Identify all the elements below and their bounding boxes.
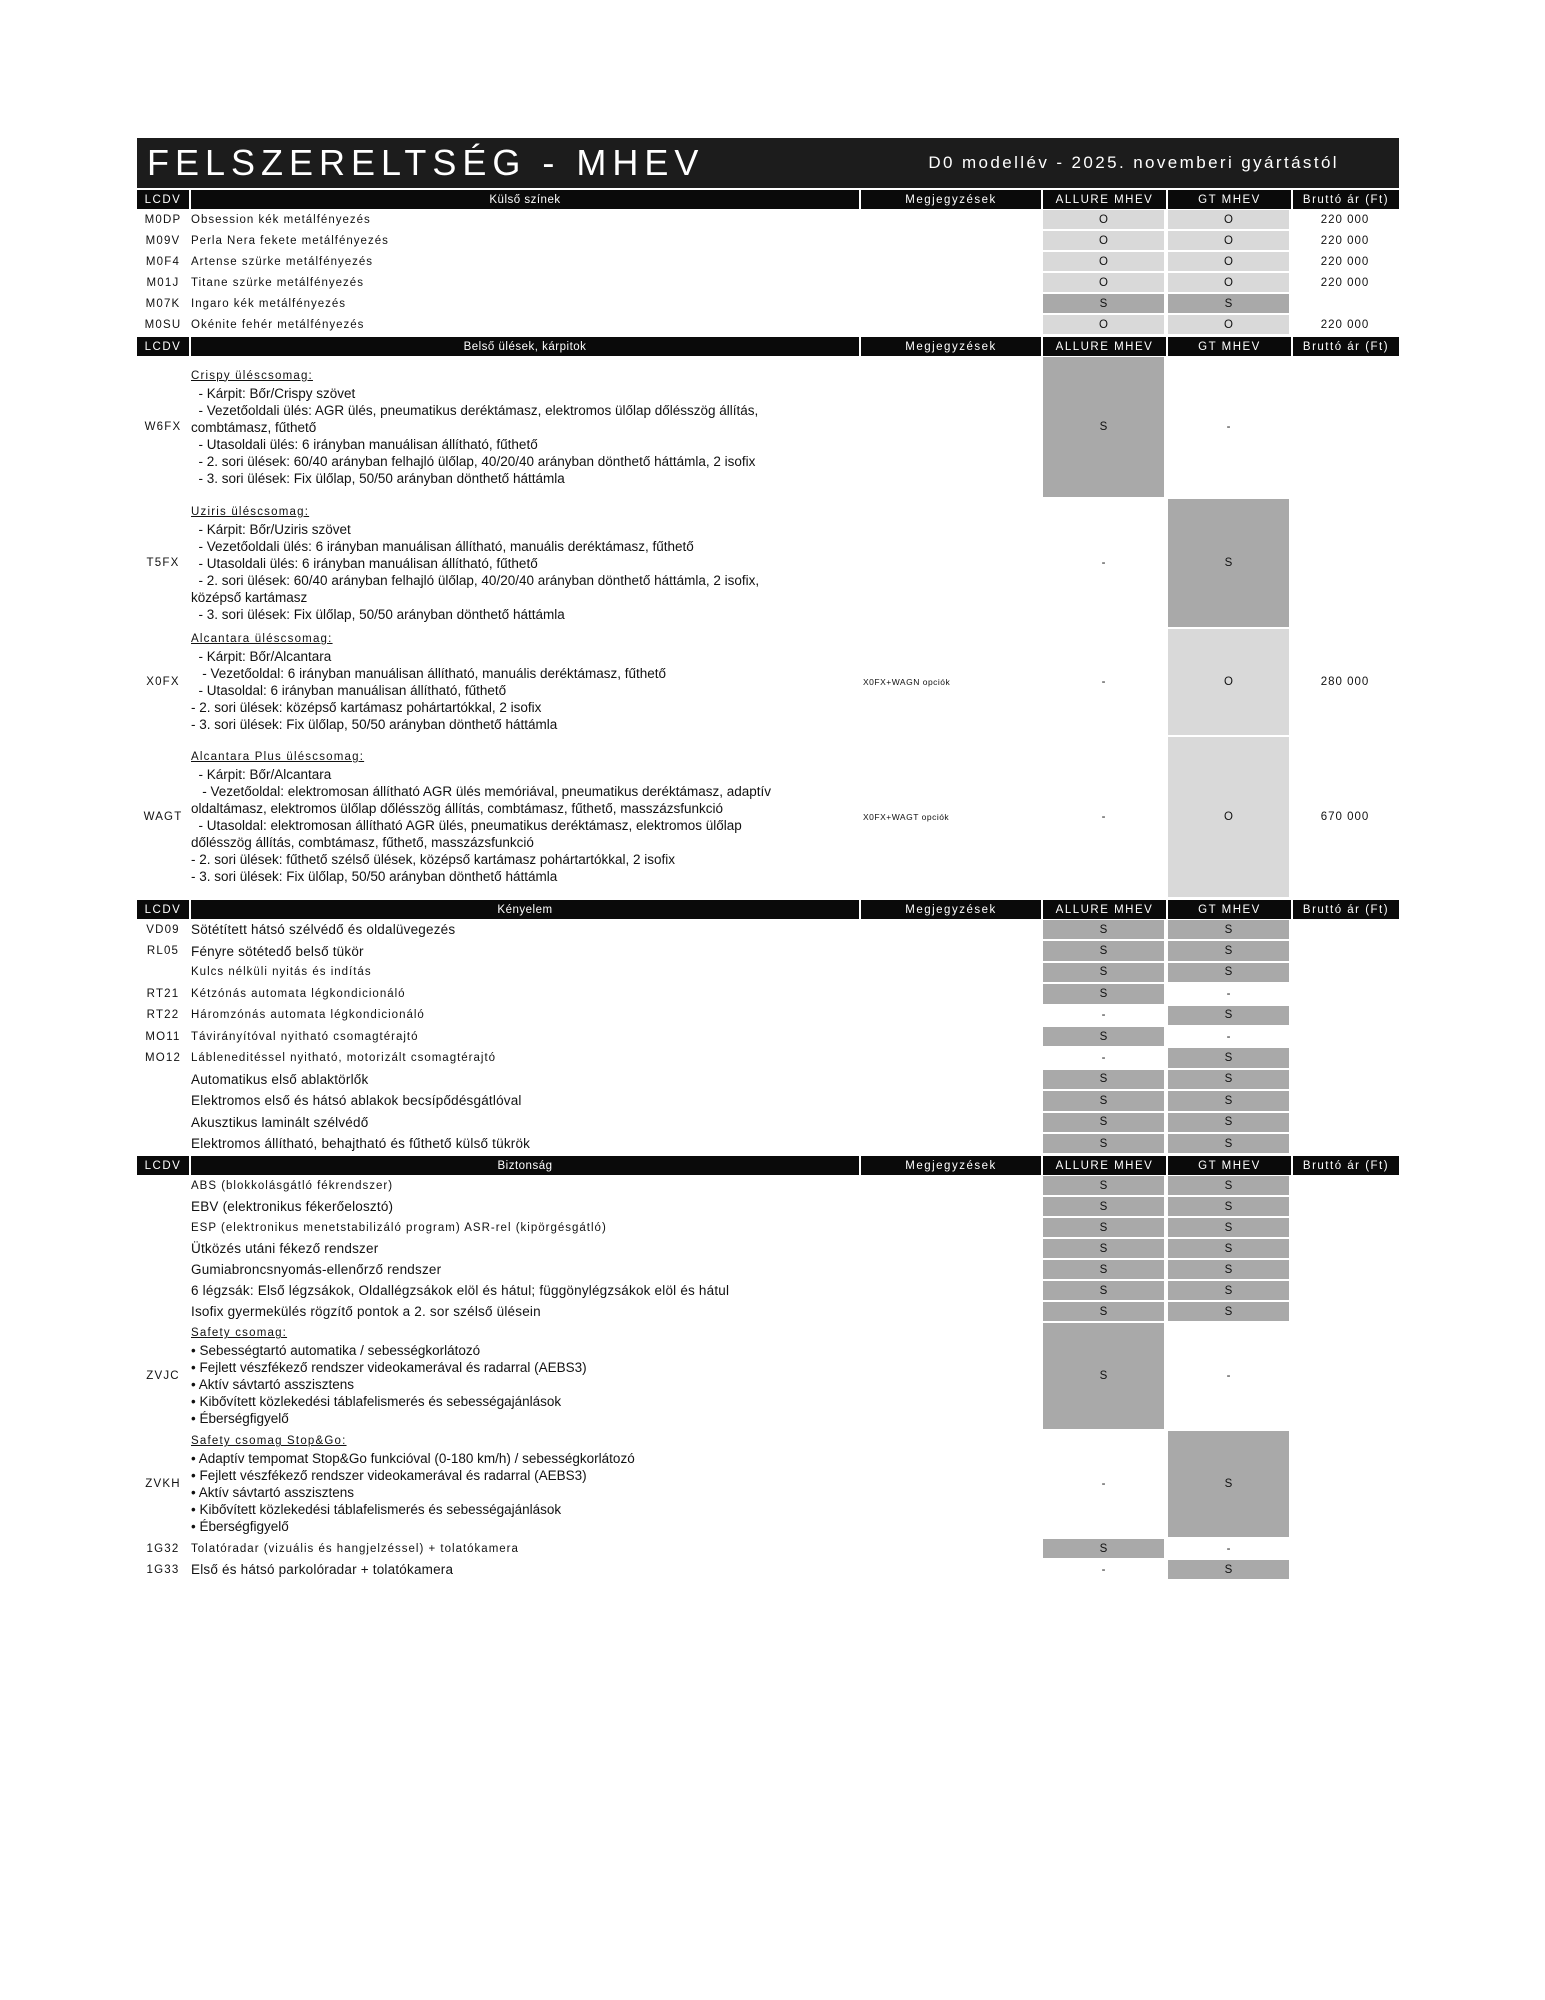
feature-description: Fényre sötétedő belső tükör (191, 943, 364, 959)
note-cell (861, 919, 1041, 940)
table-row (137, 1559, 1399, 1580)
notes-header: Megjegyzések (905, 1159, 997, 1172)
table-row (137, 1090, 1399, 1111)
allure-value: S (1043, 1281, 1164, 1300)
feature-description: ABS (blokkolásgátló fékrendszer) (191, 1179, 394, 1192)
note-cell (861, 1133, 1041, 1154)
table-row (137, 1196, 1399, 1217)
lcdv-code: ZVKH (145, 1478, 181, 1491)
price-header: Bruttó ár (Ft) (1291, 337, 1399, 356)
gt-value: S (1168, 1048, 1289, 1067)
gt-value: S (1168, 1091, 1289, 1110)
gt-value: S (1168, 1113, 1289, 1132)
table-row (137, 1259, 1399, 1280)
allure-value: S (1043, 1239, 1164, 1258)
allure-value: S (1043, 1260, 1164, 1279)
section-title: Biztonság (189, 1156, 861, 1175)
gt-value: O (1168, 252, 1289, 271)
price-value (1291, 919, 1399, 940)
table-row (137, 1238, 1399, 1259)
package-row (137, 1430, 1399, 1538)
notes-header: Megjegyzések (905, 340, 997, 353)
price-value (1291, 293, 1399, 314)
price-value (1291, 1090, 1399, 1111)
price-value (1291, 1047, 1399, 1068)
allure-value: S (1043, 1091, 1164, 1110)
allure-value: O (1043, 273, 1164, 292)
allure-value: - (1101, 557, 1106, 569)
allure-value: O (1043, 210, 1164, 229)
note-cell (861, 209, 1041, 230)
gt-value: S (1168, 1431, 1289, 1537)
package-line: - 2. sori ülések: fűthető szélső ülések, középső kartámasz pohártartókkal, 2 isofix (191, 852, 675, 867)
package-line: középső kartámasz (191, 589, 308, 605)
package-line: - 3. sori ülések: Fix ülőlap, 50/50 arányban dönthető háttámla (191, 717, 558, 732)
table-row (137, 1175, 1399, 1196)
price-value (1291, 962, 1399, 983)
section-title: Belső ülések, kárpitok (189, 337, 861, 356)
allure-value: S (1043, 294, 1164, 313)
gt-value: S (1168, 1134, 1289, 1153)
package-line: - 3. sori ülések: Fix ülőlap, 50/50 arányban dönthető háttámla (191, 606, 565, 622)
package-line: - Kárpit: Bőr/Uziris szövet (191, 521, 351, 537)
allure-value: - (1101, 1563, 1106, 1576)
package-line: • Kibővített közlekedési táblafelismerés és sebességajánlások (191, 1394, 562, 1410)
section-title: Külső színek (189, 190, 861, 209)
gt-value: O (1168, 737, 1289, 897)
feature-description: Artense szürke metálfényezés (191, 255, 374, 268)
allure-value: - (1101, 1478, 1106, 1491)
note-cell (861, 293, 1041, 314)
package-title: Safety csomag: (191, 1327, 288, 1340)
package-line: • Kibővített közlekedési táblafelismerés és sebességajánlások (191, 1502, 562, 1518)
price-value (1291, 1430, 1399, 1538)
lcdv-code: MO12 (144, 1052, 182, 1065)
lcdv-code (137, 1238, 189, 1259)
feature-description: Sötétített hátsó szélvédő és oldalüvegezés (191, 922, 456, 938)
gt-value: S (1168, 963, 1289, 982)
feature-description: Perla Nera fekete metálfényezés (191, 234, 389, 247)
package-line: • Aktív sávtartó asszisztens (191, 1377, 355, 1393)
package-line: - Vezetőoldali ülés: 6 irányban manuálisan állítható, manuális deréktámasz, fűthető (191, 538, 694, 554)
lcdv-code: W6FX (144, 421, 182, 433)
price-value: 220 000 (1320, 213, 1370, 226)
section-header-seats (137, 337, 1399, 356)
allure-value: S (1043, 357, 1164, 497)
package-description (189, 498, 861, 628)
allure-value: S (1043, 1027, 1164, 1046)
allure-value: S (1043, 1197, 1164, 1216)
gt-value: S (1168, 1281, 1289, 1300)
feature-description: Ingaro kék metálfényezés (191, 297, 347, 310)
gt-value: - (1226, 1030, 1231, 1043)
equipment-sheet (137, 138, 1399, 1580)
note-cell (861, 314, 1041, 335)
gt-value: O (1168, 629, 1289, 735)
gt-value: - (1226, 1370, 1231, 1383)
gt-value: - (1226, 987, 1231, 1000)
price-value (1291, 356, 1399, 498)
note-cell (861, 1047, 1041, 1068)
table-row (137, 251, 1399, 272)
feature-description: Obsession kék metálfényezés (191, 213, 371, 226)
note-cell (861, 1322, 1041, 1430)
price-value: 220 000 (1320, 276, 1370, 289)
allure-value: S (1043, 984, 1164, 1003)
price-value (1291, 1301, 1399, 1322)
gt-value: O (1168, 210, 1289, 229)
allure-value: - (1101, 1052, 1106, 1065)
allure-value: O (1043, 231, 1164, 250)
lcdv-code (137, 1069, 189, 1090)
table-row (137, 919, 1399, 940)
gt-value: S (1168, 941, 1289, 960)
package-line: - Kárpit: Bőr/Crispy szövet (191, 385, 356, 401)
package-description (189, 1430, 861, 1538)
gt-header: GT MHEV (1166, 337, 1291, 356)
gt-header: GT MHEV (1166, 900, 1291, 919)
gt-value: S (1168, 1070, 1289, 1089)
package-row (137, 356, 1399, 498)
gt-value: O (1168, 273, 1289, 292)
gt-value: O (1168, 315, 1289, 334)
price-value (1291, 1238, 1399, 1259)
feature-description: Elektromos állítható, behajtható és fűthető külső tükrök (191, 1136, 531, 1152)
gt-value: S (1168, 1239, 1289, 1258)
package-line: oldaltámasz, elektromos ülőlap dőlésszög állítás, combtámasz, fűthető, masszázsfunkció (191, 801, 723, 816)
price-value (1291, 1196, 1399, 1217)
package-row (137, 1322, 1399, 1430)
price-value (1291, 1280, 1399, 1301)
feature-description: EBV (elektronikus fékerőelosztó) (191, 1199, 394, 1215)
lcdv-code: M0F4 (145, 255, 181, 268)
allure-value: S (1043, 963, 1164, 982)
price-header: Bruttó ár (Ft) (1291, 190, 1399, 209)
price-value: 220 000 (1320, 318, 1370, 331)
feature-description: Ütközés utáni fékező rendszer (191, 1241, 379, 1257)
lcdv-code: M09V (145, 234, 181, 247)
note-cell (861, 498, 1041, 628)
lcdv-code (137, 1112, 189, 1133)
table-row (137, 983, 1399, 1004)
table-row (137, 293, 1399, 314)
table-row (137, 209, 1399, 230)
feature-description: Első és hátsó parkolóradar + tolatókamera (191, 1562, 454, 1578)
table-row (137, 1217, 1399, 1238)
note-cell (861, 1196, 1041, 1217)
lcdv-code: 1G33 (146, 1563, 180, 1576)
package-line: - Vezetőoldal: elektromosan állítható AGR ülés memóriával, pneumatikus deréktámasz, adaptív (191, 784, 772, 799)
page-title: FELSZERELTSÉG - MHEV (147, 142, 705, 183)
price-value: 670 000 (1320, 811, 1370, 823)
allure-value: S (1043, 1302, 1164, 1321)
note-cell (861, 962, 1041, 983)
note-cell (861, 1217, 1041, 1238)
package-description (189, 356, 861, 498)
package-line: - Vezetőoldali ülés: AGR ülés, pneumatikus deréktámasz, elektromos ülőlap dőlésszög állítás, (191, 402, 759, 418)
section-header-safety (137, 1156, 1399, 1175)
allure-header: ALLURE MHEV (1041, 900, 1166, 919)
allure-value: S (1043, 1134, 1164, 1153)
package-line: combtámasz, fűthető (191, 419, 317, 435)
feature-description: Akusztikus laminált szélvédő (191, 1114, 369, 1130)
lcdv-code (137, 1259, 189, 1280)
gt-value: S (1168, 920, 1289, 939)
table-row (137, 1069, 1399, 1090)
note-cell (861, 1259, 1041, 1280)
gt-value: S (1168, 1218, 1289, 1237)
lcdv-code: RL05 (146, 945, 180, 958)
lcdv-code: VD09 (146, 923, 180, 936)
table-row (137, 1112, 1399, 1133)
package-line: - 2. sori ülések: középső kartámasz pohártartókkal, 2 isofix (191, 700, 542, 715)
lcdv-code (137, 1301, 189, 1322)
feature-description: Tolatóradar (vizuális és hangjelzéssel) + tolatókamera (191, 1542, 519, 1555)
note-cell (861, 1026, 1041, 1047)
feature-description: Okénite fehér metálfényezés (191, 318, 365, 331)
allure-header: ALLURE MHEV (1041, 337, 1166, 356)
note-cell (861, 1301, 1041, 1322)
feature-description: Lábleneditéssel nyitható, motorizált csomagtérajtó (191, 1052, 497, 1065)
lcdv-code: T5FX (146, 557, 180, 569)
lcdv-code: M01J (146, 276, 180, 289)
price-value (1291, 1175, 1399, 1196)
table-row (137, 1280, 1399, 1301)
gt-value: S (1168, 1302, 1289, 1321)
package-line: • Fejlett vészfékező rendszer videokamerával és radarral (AEBS3) (191, 1468, 587, 1484)
section-title: Kényelem (189, 900, 861, 919)
table-row (137, 1538, 1399, 1559)
package-line: dőlésszög állítás, combtámasz, fűthető, masszázsfunkció (191, 835, 534, 850)
price-header: Bruttó ár (Ft) (1291, 900, 1399, 919)
note-cell (861, 1175, 1041, 1196)
price-value (1291, 1322, 1399, 1430)
package-line: - 3. sori ülések: Fix ülőlap, 50/50 arányban dönthető háttámla (191, 470, 565, 486)
allure-value: O (1043, 252, 1164, 271)
package-line: • Éberségfigyelő (191, 1411, 289, 1427)
feature-description: Háromzónás automata légkondicionáló (191, 1009, 425, 1022)
lcdv-code: 1G32 (146, 1542, 180, 1555)
lcdv-code (137, 1175, 189, 1196)
lcdv-code: MO11 (145, 1030, 181, 1043)
package-title: Alcantara üléscsomag: (191, 633, 333, 645)
allure-value: S (1043, 1176, 1164, 1195)
gt-value: S (1168, 1260, 1289, 1279)
package-row (137, 736, 1399, 898)
lcdv-code (137, 1196, 189, 1217)
price-value (1291, 1133, 1399, 1154)
notes-header: Megjegyzések (905, 193, 997, 206)
note-cell (861, 1090, 1041, 1111)
package-line: • Fejlett vészfékező rendszer videokamerával és radarral (AEBS3) (191, 1360, 587, 1376)
price-value (1291, 1026, 1399, 1047)
price-value: 220 000 (1320, 234, 1370, 247)
lcdv-code: M0SU (144, 318, 182, 331)
note-cell (861, 356, 1041, 498)
allure-value: S (1043, 1218, 1164, 1237)
allure-value: - (1101, 676, 1106, 688)
note-cell (861, 1280, 1041, 1301)
package-line: - Utasoldali ülés: 6 irányban manuálisan állítható, fűthető (191, 436, 538, 452)
note-cell (861, 983, 1041, 1004)
price-value (1291, 1069, 1399, 1090)
package-title: Safety csomag Stop&Go: (191, 1435, 347, 1448)
lcdv-code (137, 962, 189, 983)
note-cell (861, 1112, 1041, 1133)
allure-value: - (1101, 811, 1106, 823)
lcdv-header: LCDV (144, 903, 182, 916)
table-row (137, 962, 1399, 983)
gt-value: - (1226, 1542, 1231, 1555)
lcdv-code: M0DP (144, 213, 182, 226)
package-line: • Aktív sávtartó asszisztens (191, 1485, 355, 1501)
price-value (1291, 1259, 1399, 1280)
price-value: 220 000 (1320, 255, 1370, 268)
gt-value: S (1168, 1176, 1289, 1195)
feature-description: Távirányítóval nyitható csomagtérajtó (191, 1030, 419, 1043)
package-line: • Sebességtartó automatika / sebességkorlátozó (191, 1343, 481, 1359)
package-line: - Vezetőoldal: 6 irányban manuálisan állítható, manuális deréktámasz, fűthető (191, 666, 667, 681)
allure-header: ALLURE MHEV (1041, 190, 1166, 209)
price-value: 280 000 (1320, 676, 1370, 688)
table-row (137, 1047, 1399, 1068)
gt-value: S (1168, 294, 1289, 313)
lcdv-code (137, 1090, 189, 1111)
package-description (189, 628, 861, 736)
allure-value: S (1043, 920, 1164, 939)
package-title: Crispy üléscsomag: (191, 369, 313, 382)
package-line: - Utasoldali ülés: 6 irányban manuálisan állítható, fűthető (191, 555, 538, 571)
feature-description: Isofix gyermekülés rögzítő pontok a 2. sor szélső ülésein (191, 1304, 541, 1320)
package-line: - Kárpit: Bőr/Alcantara (191, 767, 332, 782)
allure-value: - (1101, 1009, 1106, 1022)
feature-description: Elektromos első és hátsó ablakok becsípődésgátlóval (191, 1093, 522, 1109)
lcdv-code: WAGT (143, 811, 183, 823)
note-cell (861, 1069, 1041, 1090)
note-cell: X0FX+WAGN opciók (863, 677, 951, 687)
gt-value: S (1168, 1197, 1289, 1216)
lcdv-code (137, 1133, 189, 1154)
note-cell (861, 940, 1041, 961)
table-row (137, 940, 1399, 961)
feature-description: Kétzónás automata légkondicionáló (191, 987, 406, 1000)
package-line: - 2. sori ülések: 60/40 arányban felhajló ülőlap, 40/20/40 arányban dönthető háttámla, 2 isofix (191, 453, 756, 469)
table-row (137, 1026, 1399, 1047)
table-row (137, 1133, 1399, 1154)
package-title: Uziris üléscsomag: (191, 505, 310, 518)
equipment-table (137, 190, 1399, 1580)
package-line: • Éberségfigyelő (191, 1519, 289, 1535)
price-value (1291, 1538, 1399, 1559)
allure-value: S (1043, 941, 1164, 960)
table-row (137, 1005, 1399, 1026)
note-cell (861, 1559, 1041, 1580)
note-cell (861, 230, 1041, 251)
feature-description: Titane szürke metálfényezés (191, 276, 364, 289)
lcdv-header: LCDV (144, 1159, 182, 1172)
lcdv-code: M07K (145, 297, 181, 310)
feature-description: ESP (elektronikus menetstabilizáló program) ASR-rel (kipörgésgátló) (191, 1221, 607, 1234)
gt-value: O (1168, 231, 1289, 250)
package-description (189, 736, 861, 898)
note-cell (861, 1005, 1041, 1026)
allure-value: S (1043, 1070, 1164, 1089)
price-value (1291, 1217, 1399, 1238)
gt-header: GT MHEV (1166, 190, 1291, 209)
lcdv-header: LCDV (144, 193, 182, 206)
allure-header: ALLURE MHEV (1041, 1156, 1166, 1175)
notes-header: Megjegyzések (905, 903, 997, 916)
feature-description: Kulcs nélküli nyitás és indítás (191, 966, 372, 979)
price-value (1291, 1112, 1399, 1133)
page-subtitle: D0 modellév - 2025. novemberi gyártástól (928, 153, 1339, 172)
table-row (137, 230, 1399, 251)
allure-value: O (1043, 315, 1164, 334)
note-cell (861, 251, 1041, 272)
package-line: - Utasoldal: 6 irányban manuálisan állítható, fűthető (191, 683, 507, 698)
package-row (137, 498, 1399, 628)
price-value (1291, 983, 1399, 1004)
package-line: • Adaptív tempomat Stop&Go funkcióval (0-180 km/h) / sebességkorlátozó (191, 1451, 635, 1467)
feature-description: Gumiabroncsnyomás-ellenőrző rendszer (191, 1262, 442, 1278)
package-title: Alcantara Plus üléscsomag: (191, 751, 365, 763)
gt-value: S (1168, 1006, 1289, 1025)
gt-value: - (1226, 421, 1231, 433)
table-row (137, 314, 1399, 335)
gt-value: S (1168, 499, 1289, 627)
lcdv-header: LCDV (144, 340, 182, 353)
lcdv-code (137, 1280, 189, 1301)
package-line: - 3. sori ülések: Fix ülőlap, 50/50 arányban dönthető háttámla (191, 869, 558, 884)
package-line: - 2. sori ülések: 60/40 arányban felhajló ülőlap, 40/20/40 arányban dönthető háttámla, 2 isofix, (191, 572, 760, 588)
gt-header: GT MHEV (1166, 1156, 1291, 1175)
lcdv-code: RT22 (146, 1009, 180, 1022)
lcdv-code: X0FX (146, 676, 180, 688)
table-row (137, 272, 1399, 293)
title-bar (137, 138, 1399, 188)
price-value (1291, 1005, 1399, 1026)
feature-description: Automatikus első ablaktörlők (191, 1071, 369, 1087)
note-cell (861, 272, 1041, 293)
allure-value: S (1043, 1323, 1164, 1429)
feature-description: 6 légzsák: Első légzsákok, Oldallégzsákok elöl és hátul; függönylégzsákok elöl és hátul (191, 1283, 730, 1299)
price-header: Bruttó ár (Ft) (1291, 1156, 1399, 1175)
lcdv-code: RT21 (146, 987, 180, 1000)
lcdv-code (137, 1217, 189, 1238)
allure-value: S (1043, 1113, 1164, 1132)
package-row (137, 628, 1399, 736)
allure-value: S (1043, 1539, 1164, 1558)
package-line: - Kárpit: Bőr/Alcantara (191, 649, 332, 664)
gt-value: S (1168, 1560, 1289, 1579)
section-header-exterior (137, 190, 1399, 209)
note-cell: X0FX+WAGT opciók (863, 812, 950, 822)
price-value (1291, 498, 1399, 628)
lcdv-code: ZVJC (146, 1370, 180, 1383)
note-cell (861, 1430, 1041, 1538)
package-line: - Utasoldal: elektromosan állítható AGR ülés, pneumatikus deréktámasz, elektromos ülőlap (191, 818, 742, 833)
package-description (189, 1322, 861, 1430)
price-value (1291, 940, 1399, 961)
note-cell (861, 1238, 1041, 1259)
note-cell (861, 1538, 1041, 1559)
table-row (137, 1301, 1399, 1322)
section-header-comfort (137, 900, 1399, 919)
price-value (1291, 1559, 1399, 1580)
